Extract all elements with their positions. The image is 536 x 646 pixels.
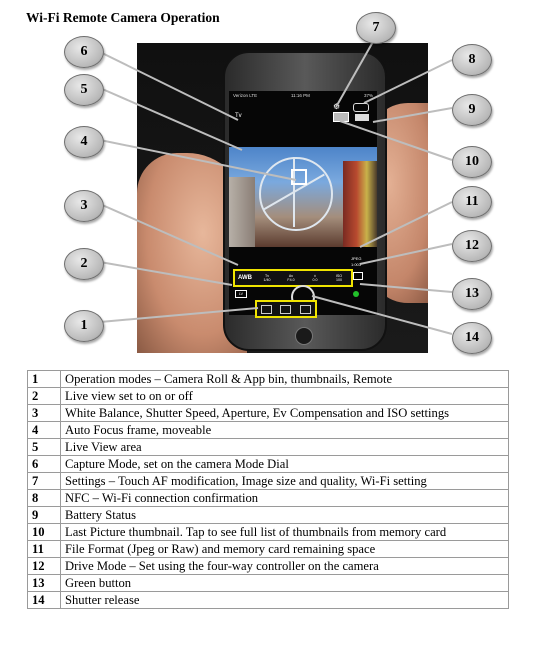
legend-row	[28, 541, 509, 558]
callout-10: 10	[452, 146, 492, 178]
drive-mode-icon[interactable]	[353, 272, 363, 280]
legend-description: Operation modes – Camera Roll & App bin, thumbnails, Remote	[61, 371, 509, 388]
legend-number: 7	[28, 473, 61, 490]
legend-description: Auto Focus frame, moveable	[61, 422, 509, 439]
legend-number: 1	[28, 371, 61, 388]
callout-2: 2	[64, 248, 104, 280]
operation-modes[interactable]	[255, 300, 317, 318]
legend-number: 9	[28, 507, 61, 524]
callout-7: 7	[356, 12, 396, 44]
legend-row	[28, 405, 509, 422]
building-right	[343, 161, 377, 247]
legend-description: Battery Status	[61, 507, 509, 524]
home-button	[295, 327, 313, 345]
callout-1: 1	[64, 310, 104, 342]
callout-8: 8	[452, 44, 492, 76]
legend-description: Live View area	[61, 439, 509, 456]
battery-icon	[355, 114, 369, 121]
setting-aperture[interactable]: Av F4.0	[287, 273, 295, 282]
setting-ev[interactable]: ± 0.0	[312, 273, 318, 282]
live-view-toggle[interactable]: LV	[235, 290, 247, 298]
callout-11: 11	[452, 186, 492, 218]
setting-iso[interactable]: ISO 100	[335, 273, 343, 282]
legend-number: 13	[28, 575, 61, 592]
status-carrier: Verizon LTE	[233, 93, 258, 98]
gear-icon[interactable]: ⚙	[333, 102, 341, 111]
legend-number: 6	[28, 456, 61, 473]
page-title: Wi-Fi Remote Camera Operation	[26, 10, 220, 25]
af-frame[interactable]	[291, 169, 307, 185]
remaining-shots: 1:003	[351, 262, 362, 267]
legend-row	[28, 490, 509, 507]
legend-row	[28, 439, 509, 456]
setting-shutter[interactable]: Tv 1/40	[263, 273, 271, 282]
legend-description: Capture Mode, set on the camera Mode Dial	[61, 456, 509, 473]
callout-4: 4	[64, 126, 104, 158]
legend-row	[28, 524, 509, 541]
legend-number: 14	[28, 592, 61, 609]
capture-mode: Tv	[235, 113, 242, 119]
legend-row	[28, 371, 509, 388]
legend-description: File Format (Jpeg or Raw) and memory card remaining space	[61, 541, 509, 558]
callout-14: 14	[452, 322, 492, 354]
legend-row	[28, 473, 509, 490]
legend-description: Shutter release	[61, 592, 509, 609]
thumbnails-icon[interactable]	[280, 305, 291, 314]
legend-body	[28, 371, 509, 609]
status-bar	[229, 91, 377, 100]
status-time: 11:16 PM	[291, 93, 310, 98]
legend-row	[28, 388, 509, 405]
legend-row	[28, 507, 509, 524]
phone-photo	[137, 43, 428, 353]
legend-number: 3	[28, 405, 61, 422]
green-button[interactable]	[353, 291, 359, 297]
legend-description: NFC – Wi-Fi connection confirmation	[61, 490, 509, 507]
legend-description: Green button	[61, 575, 509, 592]
nfc-icon	[353, 103, 369, 112]
legend-description: Settings – Touch AF modification, Image size and quality, Wi-Fi setting	[61, 473, 509, 490]
callout-6: 6	[64, 36, 104, 68]
legend-table	[27, 370, 509, 609]
legend-description: Last Picture thumbnail. Tap to see full list of thumbnails from memory card	[61, 524, 509, 541]
callout-9: 9	[452, 94, 492, 126]
legend-number: 5	[28, 439, 61, 456]
camera-roll-icon[interactable]	[261, 305, 272, 314]
legend-number: 8	[28, 490, 61, 507]
legend-row	[28, 592, 509, 609]
legend-row	[28, 575, 509, 592]
legend-description: White Balance, Shutter Speed, Aperture, Ev Compensation and ISO settings	[61, 405, 509, 422]
legend-number: 2	[28, 388, 61, 405]
building-left	[229, 177, 255, 247]
legend-number: 11	[28, 541, 61, 558]
callout-12: 12	[452, 230, 492, 262]
white-balance[interactable]: AWB	[238, 275, 252, 281]
legend-number: 4	[28, 422, 61, 439]
live-view-area[interactable]	[229, 147, 377, 247]
legend-row	[28, 422, 509, 439]
callout-13: 13	[452, 278, 492, 310]
legend-row	[28, 558, 509, 575]
file-format: JPEG	[351, 256, 362, 261]
settings-bar[interactable]	[233, 269, 353, 287]
legend-number: 10	[28, 524, 61, 541]
legend-description: Drive Mode – Set using the four-way controller on the camera	[61, 558, 509, 575]
callout-5: 5	[64, 74, 104, 106]
legend-row	[28, 456, 509, 473]
status-battery: 37%	[363, 93, 373, 98]
camera-icon[interactable]	[300, 305, 311, 314]
legend-description: Live view set to on or off	[61, 388, 509, 405]
legend-number: 12	[28, 558, 61, 575]
last-picture-thumbnail[interactable]	[333, 112, 349, 122]
callout-3: 3	[64, 190, 104, 222]
phone-screen	[229, 91, 377, 315]
